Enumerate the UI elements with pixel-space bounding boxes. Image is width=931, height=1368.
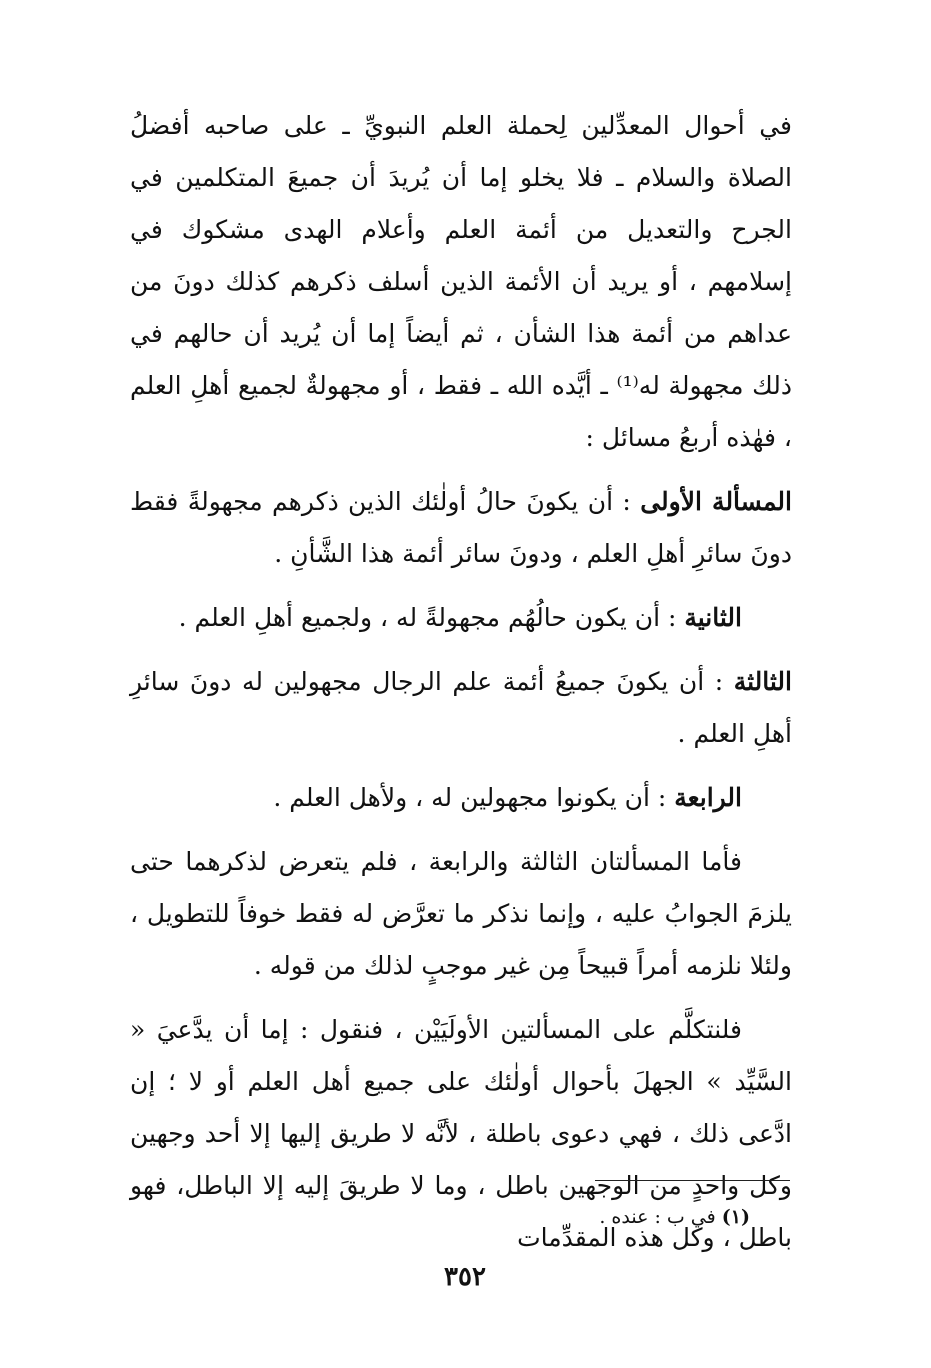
paragraph-response-text: فأما المسألتان الثالثة والرابعة ، فلم يتعرض لذكرهما حتى يلزمَ الجوابُ عليه ، وإنما نذكر ما تعرَّض له فقط خوفاً للتطويل ، ولئلا نلزمه أمراً قبيحاً مِن غير موجبٍ لذلك من قوله . [130, 847, 792, 980]
paragraph-intro-text: في أحوال المعدِّلين لِحملة العلم النبويِّ ـ على صاحبه أفضلُ الصلاة والسلام ـ فلا يخلو إما أن يُريدَ أن جميعَ المتكلمين في الجرح والتعديل من أئمة العلم وأعلام الهدى مشكوك في إسلامهم ، أو يريد أن الأئمة الذين أسلف ذكرهم كذلك دونَ من عداهم من أئمة هذا الشأن ، ثم أيضاً إما أن يُريد أن حالهم في ذلك مجهولة له⁽¹⁾ ـ أيَّده الله ـ فقط ، أو مجهولةٌ لجميع أهلِ العلم ، فهٰذه أربعُ مسائل : [130, 111, 792, 452]
footnote-text: في ب : عنده . [599, 1206, 722, 1228]
paragraph-second-issue [130, 592, 792, 644]
footnote-number: (١) [721, 1206, 750, 1228]
paragraph-third-issue [130, 656, 792, 760]
page-number: ٣٥٢ [444, 1262, 486, 1292]
paragraph-first-issue [130, 476, 792, 580]
first-issue-heading: المسألة الأولى [640, 487, 792, 516]
third-issue-text: : أن يكونَ جميعُ أئمة علم الرجال مجهولين له دونَ سائرِ أهلِ العلم . [130, 667, 792, 748]
paragraph-intro [130, 100, 792, 464]
paragraph-response [130, 836, 792, 992]
second-issue-heading: الثانية [684, 603, 742, 632]
fourth-issue-heading: الرابعة [674, 783, 742, 812]
paragraph-fourth-issue [130, 772, 792, 824]
footnote [430, 1202, 750, 1232]
paragraph-discussion-text: فلنتكلَّم على المسألتين الأولَيَيْن ، فنقول : إما أن يدَّعيَ « السَّيِّد » الجهلَ بأحوال أولٰئك على جميع أهل العلم أو لا ؛ إن ادَّعى ذلك ، فهي دعوى باطلة ، لأنَّه لا طريق إليها إلا أحد وجهين وكل واحدٍ من الوجهين باطل ، وما لا طريقَ إليه إلا الباطل، فهو باطل ، وكل هذه المقدِّمات [130, 1015, 792, 1252]
fourth-issue-text: : أن يكونوا مجهولين له ، ولأهل العلم . [273, 783, 675, 812]
footnote-divider [595, 1180, 790, 1181]
first-issue-text: : أن يكونَ حالُ أولٰئك الذين ذكرهم مجهولةً فقط دونَ سائرِ أهلِ العلم ، ودونَ سائر أئمة هذا الشَّأنِ . [130, 487, 792, 568]
third-issue-heading: الثالثة [733, 667, 792, 696]
page-body [130, 100, 792, 1264]
second-issue-text: : أن يكون حالُهُم مجهولةً له ، ولجميع أهلِ العلم . [178, 603, 685, 632]
